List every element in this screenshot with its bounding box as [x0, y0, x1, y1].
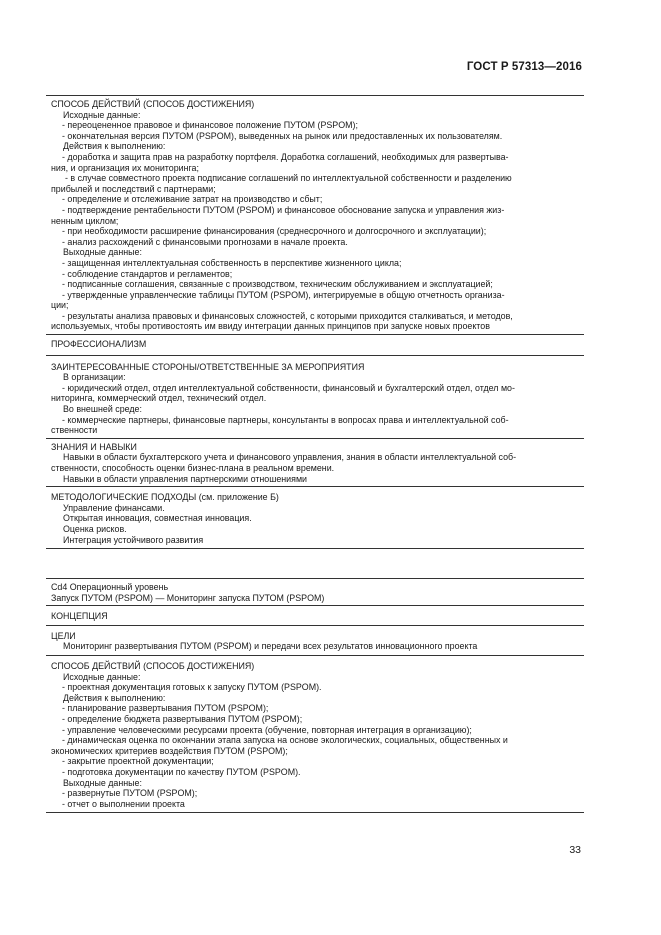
text-line: - результаты анализа правовых и финансовых сложностей, с которыми приходится сталкиваться, и методов,: [62, 310, 513, 321]
text-line: прибылей и последствий с партнерами;: [51, 183, 216, 194]
table-block-2: [46, 578, 584, 813]
text-line: - определение и отслеживание затрат на производство и сбыт;: [62, 194, 323, 205]
text-line: - доработка и защита прав на разработку портфеля. Доработка соглашений, необходимых для развертыва-: [62, 151, 509, 162]
text-line: - развернутые ПУТОМ (PSPOM);: [62, 788, 198, 799]
text-line: ственности, способность оценки бизнес-плана в реальном времени.: [51, 463, 335, 473]
text-line: - в случае совместного проекта подписание соглашений по интеллектуальной собственности и разделению: [65, 173, 512, 184]
section-title: ЦЕЛИ: [51, 630, 76, 641]
section-title: СПОСОБ ДЕЙСТВИЙ (СПОСОБ ДОСТИЖЕНИЯ): [51, 99, 255, 109]
text-line: - проектная документация готовых к запуску ПУТОМ (PSPOM).: [62, 682, 322, 693]
text-line: используемых, чтобы противостоять им ввиду интеграции данных принципов при запуске новых проектов: [51, 321, 490, 332]
goals-section: [46, 625, 584, 655]
section-title: КОНЦЕПЦИЯ: [51, 611, 108, 622]
method-section: [46, 96, 584, 334]
page-number: 33: [569, 844, 581, 856]
text-line: - утвержденные управленческие таблицы ПУТОМ (PSPOM), интегрируемые в общую отчетность организа-: [62, 289, 505, 300]
text-line: Оценка рисков.: [63, 523, 127, 534]
concept-section: [46, 605, 584, 625]
text-line: - подтверждение рентабельности ПУТОМ (PSPOM) и финансовое обоснование запуска и управления жиз-: [62, 204, 505, 215]
text-line: - закрытие проектной документации;: [62, 756, 214, 767]
section-title: СПОСОБ ДЕЙСТВИЙ (СПОСОБ ДОСТИЖЕНИЯ): [51, 660, 255, 671]
text-line: Выходные данные:: [63, 777, 142, 788]
text-line: Действия к выполнению:: [63, 141, 166, 152]
text-line: Исходные данные:: [63, 671, 141, 682]
table-block-1: [46, 95, 584, 549]
stakeholders-section: [46, 355, 584, 438]
document-header: ГОСТ Р 57313—2016: [466, 61, 582, 73]
level-subtitle: Запуск ПУТОМ (PSPOM) — Мониторинг запуска ПУТОМ (PSPOM): [51, 592, 325, 603]
text-line: Исходные данные:: [63, 109, 141, 120]
text-line: - динамическая оценка по окончании этапа запуска на основе экологических, социальных, общественных и: [62, 735, 508, 746]
text-line: - окончательная версия ПУТОМ (PSPOM), выведенных на рынок или предоставленных их пользователям.: [62, 130, 503, 141]
section-title: МЕТОДОЛОГИЧЕСКИЕ ПОДХОДЫ (см. приложение Б): [51, 492, 279, 503]
text-line: Управление финансами.: [63, 502, 165, 513]
text-line: Мониторинг развертывания ПУТОМ (PSPOM) и передачи всех результатов инновационного проекта: [63, 641, 478, 652]
text-line: - переоцененное правовое и финансовое положение ПУТОМ (PSPOM);: [62, 120, 358, 131]
text-line: - защищенная интеллектуальная собственность в перспективе жизненного цикла;: [62, 257, 402, 268]
text-line: - юридический отдел, отдел интеллектуальной собственности, финансовый и бухгалтерский отдел, отдел мо-: [62, 382, 515, 393]
text-line: - соблюдение стандартов и регламентов;: [62, 268, 233, 279]
text-line: Открытая инновация, совместная инновация.: [63, 513, 252, 524]
text-line: - планирование развертывания ПУТОМ (PSPOM);: [62, 703, 269, 714]
text-line: Интеграция устойчивого развития: [63, 534, 204, 545]
text-line: экономических критериев воздействия ПУТОМ (PSPOM);: [51, 745, 288, 756]
text-line: - определение бюджета развертывания ПУТОМ (PSPOM);: [62, 713, 303, 724]
method-section-2: [46, 655, 584, 812]
section-title: ЗАИНТЕРЕСОВАННЫЕ СТОРОНЫ/ОТВЕТСТВЕННЫЕ ЗА МЕРОПРИЯТИЯ: [51, 361, 365, 372]
text-line: - подписанные соглашения, связанные с производством, техническим обслуживанием и эксплуатацией;: [62, 279, 493, 290]
text-line: - подготовка документации по качеству ПУТОМ (PSPOM).: [62, 766, 301, 777]
text-line: Навыки в области бухгалтерского учета и финансового управления, знания в области интеллектуальной соб-: [63, 452, 517, 463]
text-line: ниторинга, коммерческий отдел, технический отдел.: [51, 393, 267, 404]
knowledge-section: [46, 438, 584, 486]
text-line: Действия к выполнению:: [63, 692, 166, 703]
text-line: ненным циклом;: [51, 215, 119, 226]
section-title: ПРОФЕССИОНАЛИЗМ: [51, 339, 147, 350]
text-line: ния, и организация их мониторинга;: [51, 162, 199, 173]
text-line: В организации:: [63, 372, 126, 383]
text-line: - при необходимости расширение финансирования (среднесрочного и долгосрочного и эксплуатации);: [62, 226, 487, 237]
text-line: ственности: [51, 425, 98, 436]
level-title: Cd4 Операционный уровень: [51, 582, 169, 592]
text-line: - отчет о выполнении проекта: [62, 798, 185, 809]
professionalism-section: [46, 334, 584, 355]
text-line: Во внешней среде:: [63, 404, 142, 415]
text-line: - управление человеческими ресурсами проекта (обучение, повторная интеграция в организацию);: [62, 724, 472, 735]
section-title: ЗНАНИЯ И НАВЫКИ: [51, 441, 137, 452]
text-line: Выходные данные:: [63, 247, 142, 258]
level-section: [46, 579, 584, 605]
text-line: Навыки в области управления партнерскими отношениями: [63, 473, 308, 484]
text-line: - анализ расхождений с финансовыми прогнозами в начале проекта.: [62, 236, 348, 247]
text-line: ции;: [51, 300, 69, 311]
methodological-section: [46, 486, 584, 548]
text-line: - коммерческие партнеры, финансовые партнеры, консультанты в вопросах права и интеллектуальной соб-: [62, 414, 509, 425]
